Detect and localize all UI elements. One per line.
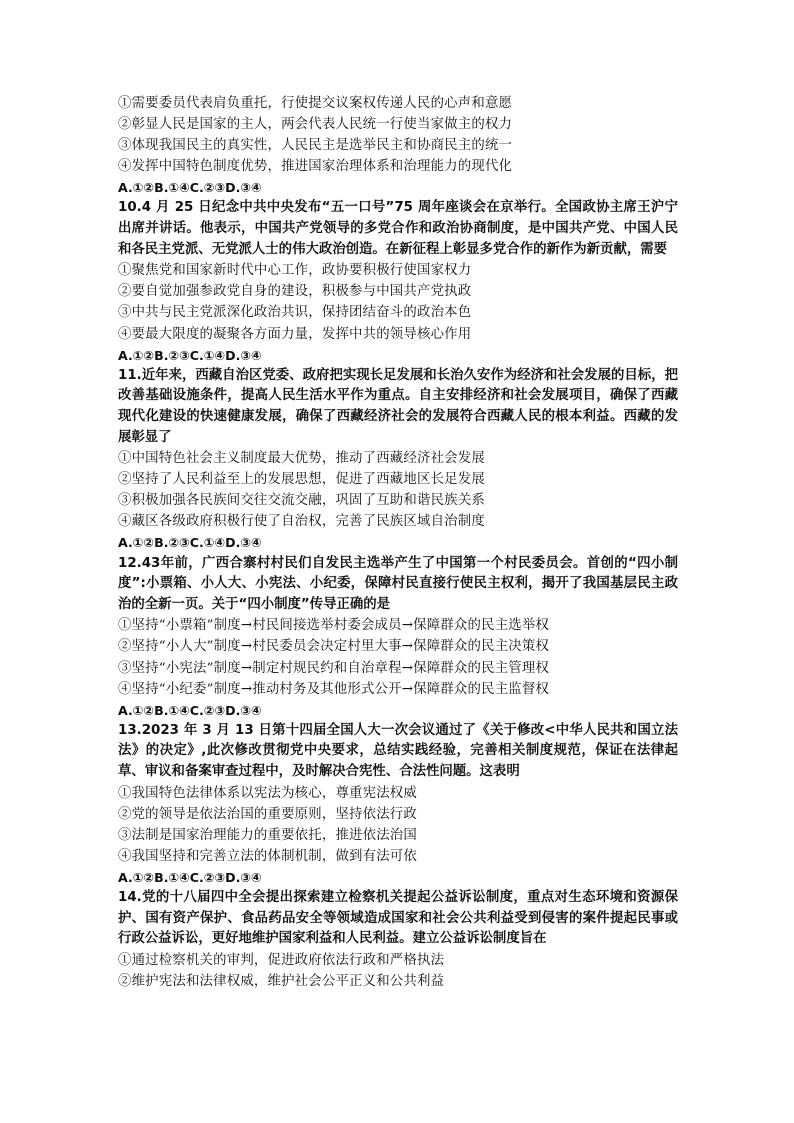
option-line: ④藏区各级政府积极行使了自治权，完善了民族区域自治制度 [118, 514, 485, 530]
question-text: 11.近年来，西藏自治区党委、政府把实现长足发展和长治久安作为经济和社会发展的目标，把改善基础设施条件，提高人民生活水平作为重点。自主安排经济和社会发展项目，确保了西藏现代化建设的快速健康发展，确保了西藏经济社会的发展符合西藏人民的根本利益。西藏的发展彰显了 [118, 367, 678, 445]
option-line: ④我国坚持和完善立法的体制机制，做到有法可依 [118, 848, 417, 864]
question-13 [118, 721, 678, 888]
option-line: ②维护宪法和法律权威，维护社会公平正义和公共利益 [118, 973, 445, 989]
option-line: ②坚持了人民利益至上的发展思想，促进了西藏地区长足发展 [118, 472, 485, 488]
option-line: ④要最大限度的凝聚各方面力量，发挥中共的领导核心作用 [118, 326, 472, 342]
option-line: ②彰显人民是国家的主人，两会代表人民统一行使当家做主的权力 [118, 117, 513, 133]
question-text: 14.党的十八届四中全会提出探索建立检察机关提起公益诉讼制度，重点对生态环境和资源保护、国有资产保护、食品药品安全等领域造成国家和社会公共利益受到侵害的案件提起民事或行政公益诉讼，更好地维护国家利益和人民利益。建立公益诉讼制度旨在 [118, 890, 678, 947]
question-text: 13.2023 年 3 月 13 日第十四届全国人大一次会议通过了《关于修改<中华人民共和国立法法》的决定》,此次修改贯彻党中央要求，总结实践经验，完善相关制度规范，保证在法律起草、审议和备案审查过程中，及时解决合宪性、合法性问题。这表明 [118, 722, 678, 779]
option-line: ③坚持“小宪法”制度→制定村规民约和自治章程→保障群众的民主管理权 [118, 660, 550, 676]
answer-choices: A.①②B.②③C.①④D.③④ [118, 347, 262, 363]
answer-choices: A.①②B.①④C.②③D.③④ [118, 869, 262, 885]
question-11 [118, 366, 678, 554]
answer-choices: A.①②B.②③C.①④D.③④ [118, 535, 262, 551]
question-text: 12.43年前，广西合寨村村民们自发民主选举产生了中国第一个村民委员会。首创的“四小制度”:小票箱、小人大、小宪法、小纪委，保障村民直接行使民主权利，揭开了我国基层民主政治的全新一页。关于“四小制度”传导正确的是 [118, 555, 678, 612]
question-10 [118, 198, 678, 365]
option-line: ①我国特色法律体系以宪法为核心，尊重宪法权威 [118, 785, 417, 801]
option-line: ③体现我国民主的真实性，人民民主是选举民主和协商民主的统一 [118, 138, 513, 154]
question-9-continued [118, 93, 678, 198]
question-14 [118, 888, 678, 992]
option-line: ①聚焦党和国家新时代中心工作，政协要积极行使国家权力 [118, 263, 472, 279]
option-line: ③中共与民主党派深化政治共识，保持团结奋斗的政治本色 [118, 305, 472, 321]
option-line: ②要自觉加强参政党自身的建设，积极参与中国共产党执政 [118, 284, 472, 300]
answer-choices: A.①②B.①④C.②③D.③④ [118, 702, 262, 718]
option-line: ②坚持“小人大”制度→村民委员会决定村里大事→保障群众的民主决策权 [118, 639, 550, 655]
question-12 [118, 554, 678, 721]
option-line: ②党的领导是依法治国的重要原则，坚持依法行政 [118, 806, 417, 822]
option-line: ④坚持“小纪委”制度→推动村务及其他形式公开→保障群众的民主监督权 [118, 681, 550, 697]
option-line: ①中国特色社会主义制度最大优势，推动了西藏经济社会发展 [118, 451, 485, 467]
option-line: ④发挥中国特色制度优势，推进国家治理体系和治理能力的现代化 [118, 159, 513, 175]
exam-page [118, 93, 678, 992]
option-line: ①需要委员代表肩负重托，行使提交议案权传递人民的心声和意愿 [118, 96, 513, 111]
option-line: ①坚持“小票箱”制度→村民间接选举村委会成员→保障群众的民主选举权 [118, 618, 550, 634]
question-text: 10.4 月 25 日纪念中共中央发布“五一口号”75 周年座谈会在京举行。全国政协主席王沪宁出席并讲话。他表示，中国共产党领导的多党合作和政治协商制度，是中国共产党、中国人民和各民主党派、无党派人士的伟大政治创造。在新征程上彰显多党合作的新作为新贡献，需要 [118, 200, 678, 257]
option-line: ③积极加强各民族间交往交流交融，巩固了互助和谐民族关系 [118, 493, 485, 509]
answer-choices: A.①②B.①④C.②③D.③④ [118, 180, 262, 196]
option-line: ③法制是国家治理能力的重要依托，推进依法治国 [118, 827, 417, 843]
option-line: ①通过检察机关的审判，促进政府依法行政和严格执法 [118, 952, 445, 968]
